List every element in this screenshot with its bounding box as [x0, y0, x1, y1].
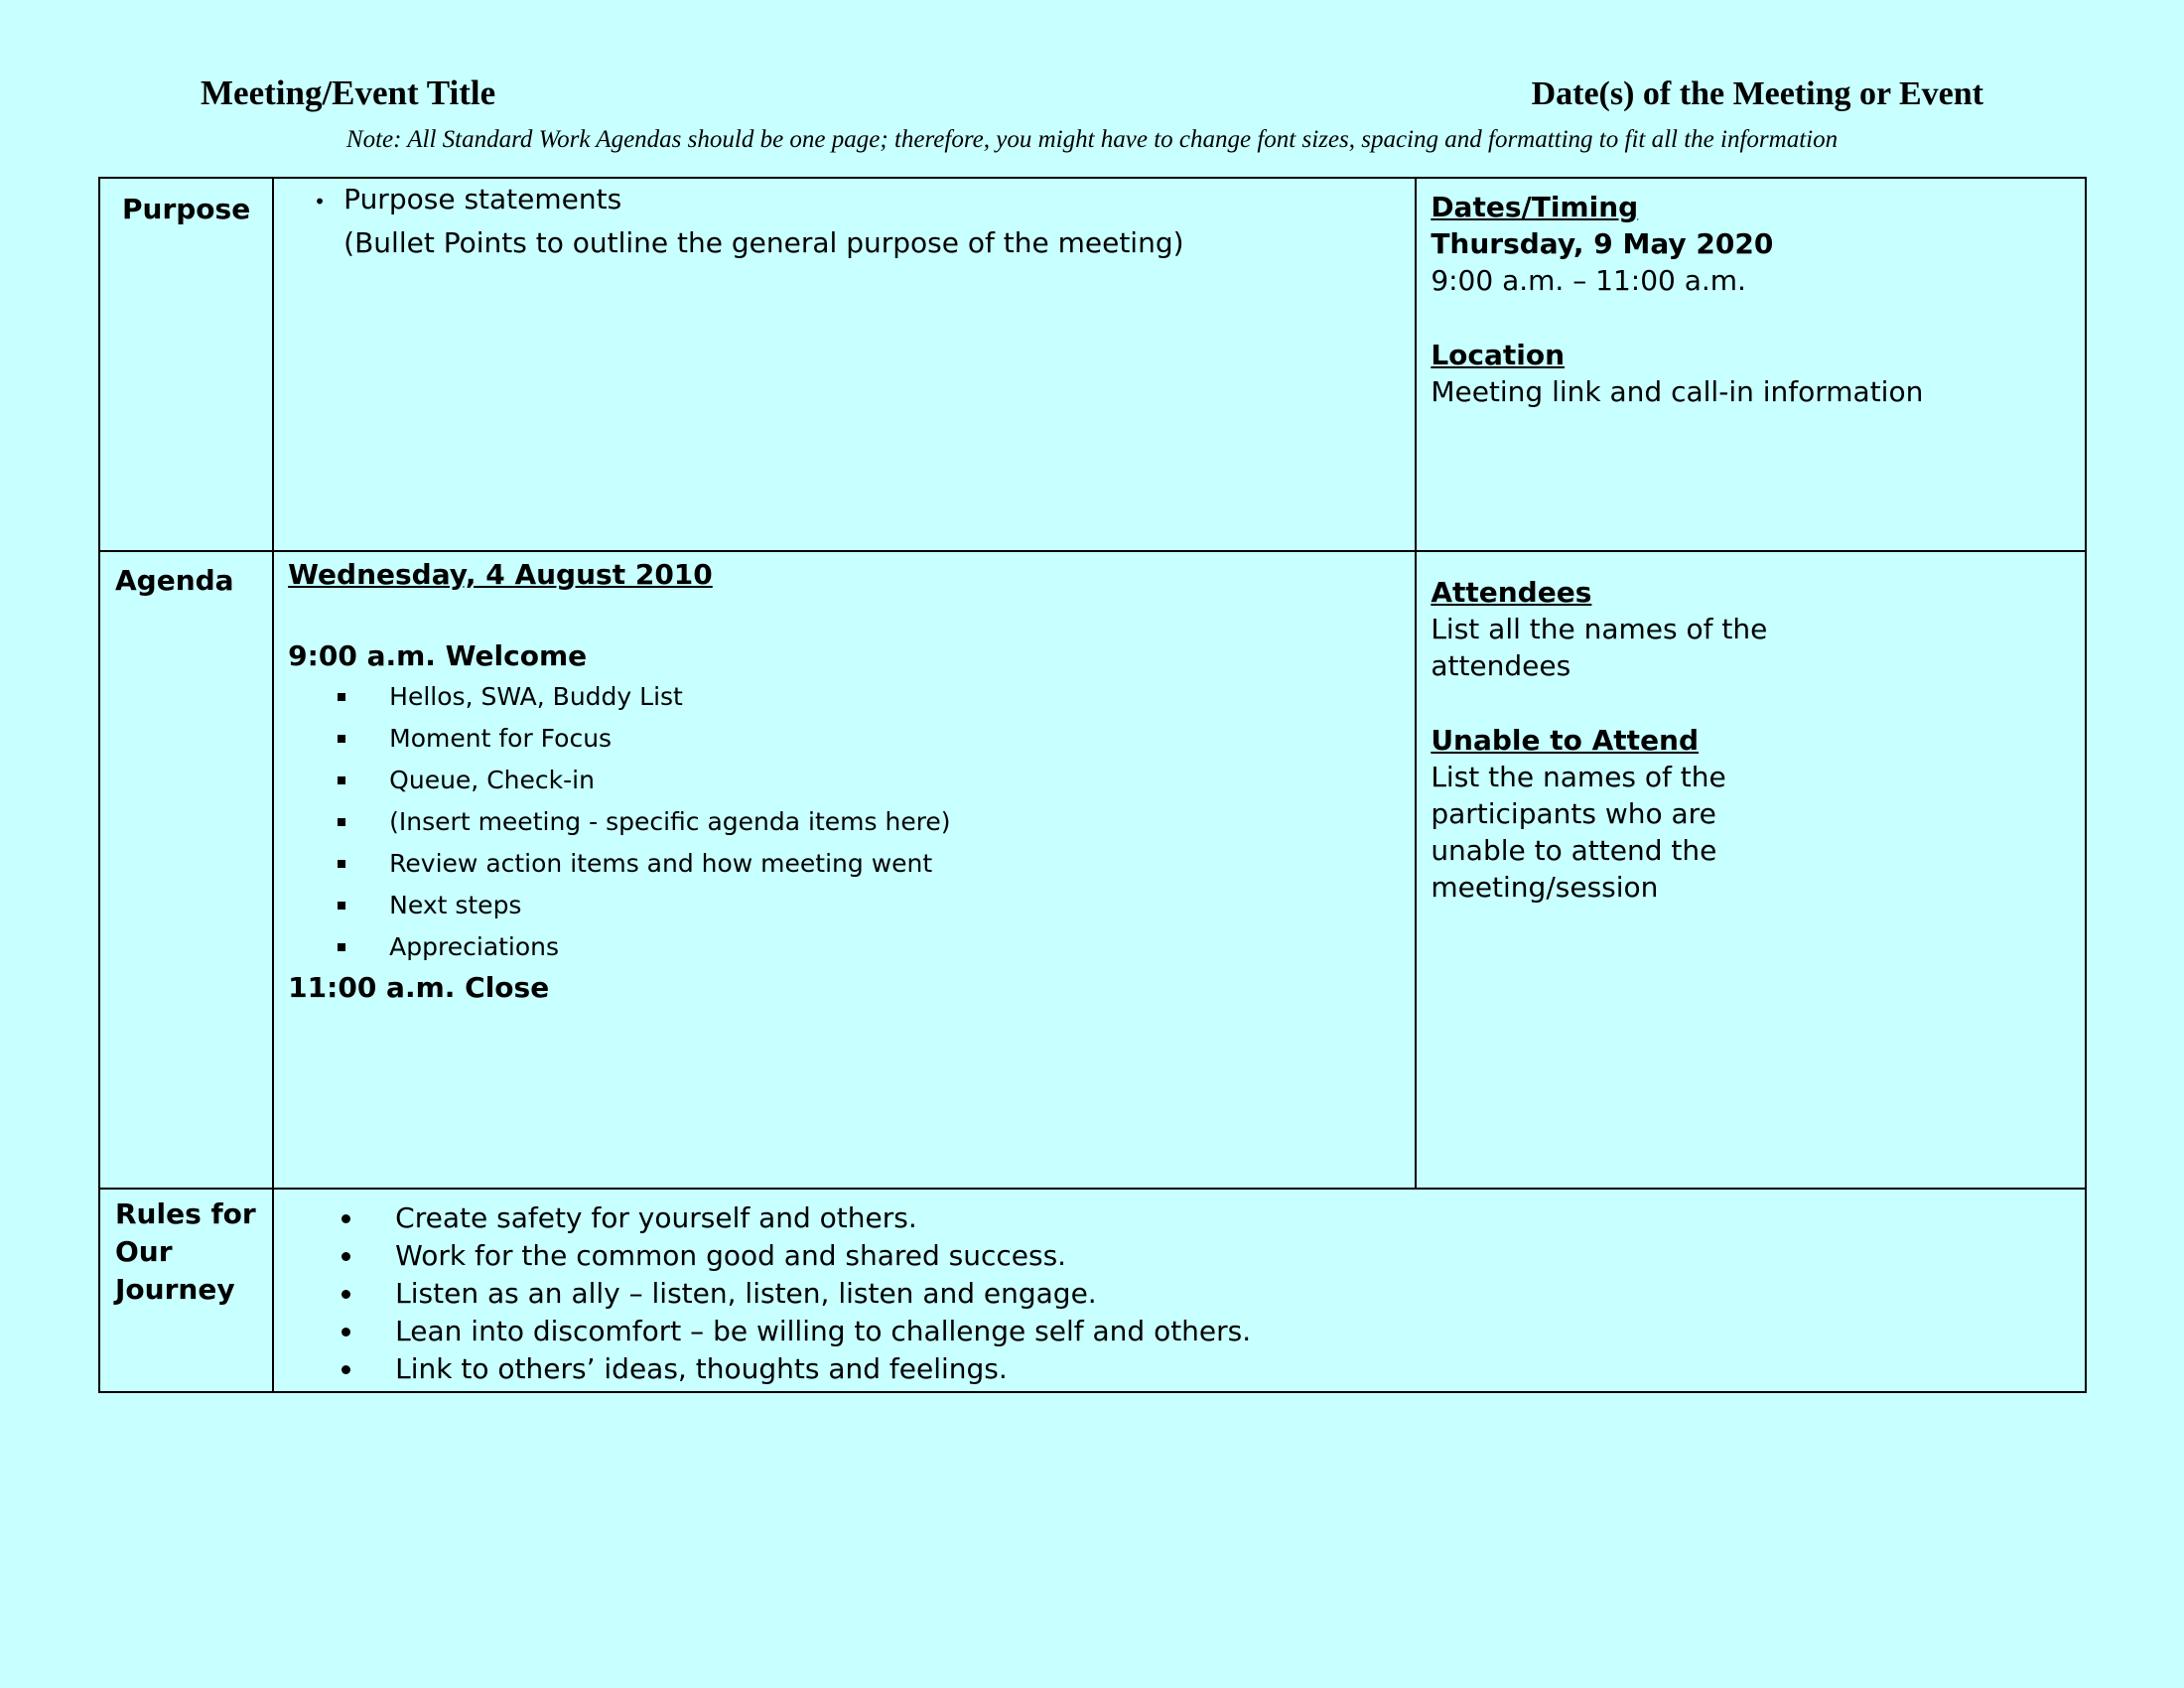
- square-bullet-icon: [338, 860, 345, 868]
- agenda-content-cell: [273, 551, 1416, 1189]
- agenda-item-text: Appreciations: [389, 932, 560, 961]
- round-bullet-icon: [341, 1252, 350, 1261]
- timing-time: 9:00 a.m. – 11:00 a.m.: [1431, 264, 1746, 297]
- purpose-row: [99, 178, 2086, 551]
- location-heading: Location: [1431, 339, 1566, 371]
- round-bullet-icon: [341, 1365, 350, 1374]
- attendees-cell: [1416, 551, 2086, 1189]
- unable-line: participants who are: [1431, 797, 1716, 830]
- rules-label-line: Rules for: [115, 1197, 256, 1230]
- round-bullet-icon: [341, 1214, 350, 1223]
- unable-heading: Unable to Attend: [1431, 724, 1700, 757]
- attendees-heading: Attendees: [1431, 576, 1592, 609]
- agenda-item-text: Moment for Focus: [389, 724, 613, 753]
- list-item: [288, 676, 1415, 718]
- square-bullet-icon: [338, 943, 345, 951]
- list-item: [274, 1199, 2085, 1237]
- purpose-label-cell: [99, 178, 273, 551]
- rules-list: [274, 1199, 2085, 1388]
- list-item: [288, 885, 1415, 926]
- square-bullet-icon: [338, 818, 345, 826]
- round-bullet-icon: [341, 1290, 350, 1299]
- rules-row: [99, 1189, 2086, 1392]
- location-text: Meeting link and call-in information: [1431, 375, 1924, 408]
- list-item: [288, 718, 1415, 760]
- rule-text: Create safety for yourself and others.: [395, 1201, 917, 1234]
- unable-line: meeting/session: [1431, 871, 1659, 904]
- agenda-row: [99, 551, 2086, 1189]
- agenda-close: 11:00 a.m. Close: [288, 971, 550, 1004]
- list-item: [274, 1275, 2085, 1313]
- list-item: [288, 843, 1415, 885]
- unable-line: unable to attend the: [1431, 834, 1717, 867]
- rules-label-line: Journey: [115, 1273, 235, 1306]
- agenda-items-list: [288, 676, 1415, 968]
- list-item: [288, 760, 1415, 801]
- rules-label-cell: [99, 1189, 273, 1392]
- list-item: [274, 1313, 2085, 1350]
- dates-timing-heading: Dates/Timing: [1431, 191, 1639, 223]
- agenda-table: [98, 177, 2087, 1393]
- list-item: [274, 1350, 2085, 1388]
- square-bullet-icon: [338, 776, 345, 784]
- list-item: [288, 801, 1415, 843]
- square-bullet-icon: [338, 693, 345, 701]
- agenda-label: Agenda: [115, 564, 234, 597]
- agenda-item-text: Hellos, SWA, Buddy List: [389, 682, 683, 711]
- square-bullet-icon: [338, 902, 345, 910]
- agenda-date: Wednesday, 4 August 2010: [288, 558, 713, 591]
- unable-line: List the names of the: [1431, 761, 1726, 793]
- purpose-description: (Bullet Points to outline the general purpose of the meeting): [343, 226, 1184, 259]
- timing-day: Thursday, 9 May 2020: [1431, 227, 1774, 260]
- purpose-content-cell: [273, 178, 1416, 551]
- agenda-item-text: Queue, Check-in: [389, 766, 595, 794]
- agenda-item-text: Next steps: [389, 891, 522, 919]
- rule-text: Lean into discomfort – be willing to challenge self and others.: [395, 1315, 1252, 1347]
- rule-text: Work for the common good and shared success.: [395, 1239, 1067, 1272]
- agenda-welcome: 9:00 a.m. Welcome: [288, 639, 588, 672]
- purpose-label: Purpose: [122, 193, 251, 225]
- attendees-line: List all the names of the: [1431, 613, 1768, 645]
- round-bullet-icon: [341, 1328, 350, 1336]
- rule-text: Link to others’ ideas, thoughts and feelings.: [395, 1352, 1008, 1385]
- agenda-item-text: Review action items and how meeting went: [389, 849, 933, 878]
- list-item: [274, 1237, 2085, 1275]
- attendees-line: attendees: [1431, 649, 1571, 682]
- square-bullet-icon: [338, 735, 345, 743]
- rules-label: [100, 1190, 272, 1309]
- bullet-icon: •: [314, 190, 326, 213]
- timing-cell: [1416, 178, 2086, 551]
- meeting-dates-title: Date(s) of the Meeting or Event: [1531, 75, 1983, 112]
- purpose-bullet: Purpose statements: [343, 183, 622, 215]
- formatting-note: Note: All Standard Work Agendas should be one page; therefore, you might have to change font sizes, spacing and formatting to fit all the information: [345, 126, 1839, 153]
- agenda-label-cell: [99, 551, 273, 1189]
- meeting-title: Meeting/Event Title: [201, 73, 496, 112]
- rules-label-line: Our: [115, 1235, 173, 1268]
- list-item: [288, 926, 1415, 968]
- rules-content-cell: [273, 1189, 2086, 1392]
- rule-text: Listen as an ally – listen, listen, listen and engage.: [395, 1277, 1097, 1310]
- agenda-item-text: (Insert meeting - specific agenda items here): [389, 807, 951, 836]
